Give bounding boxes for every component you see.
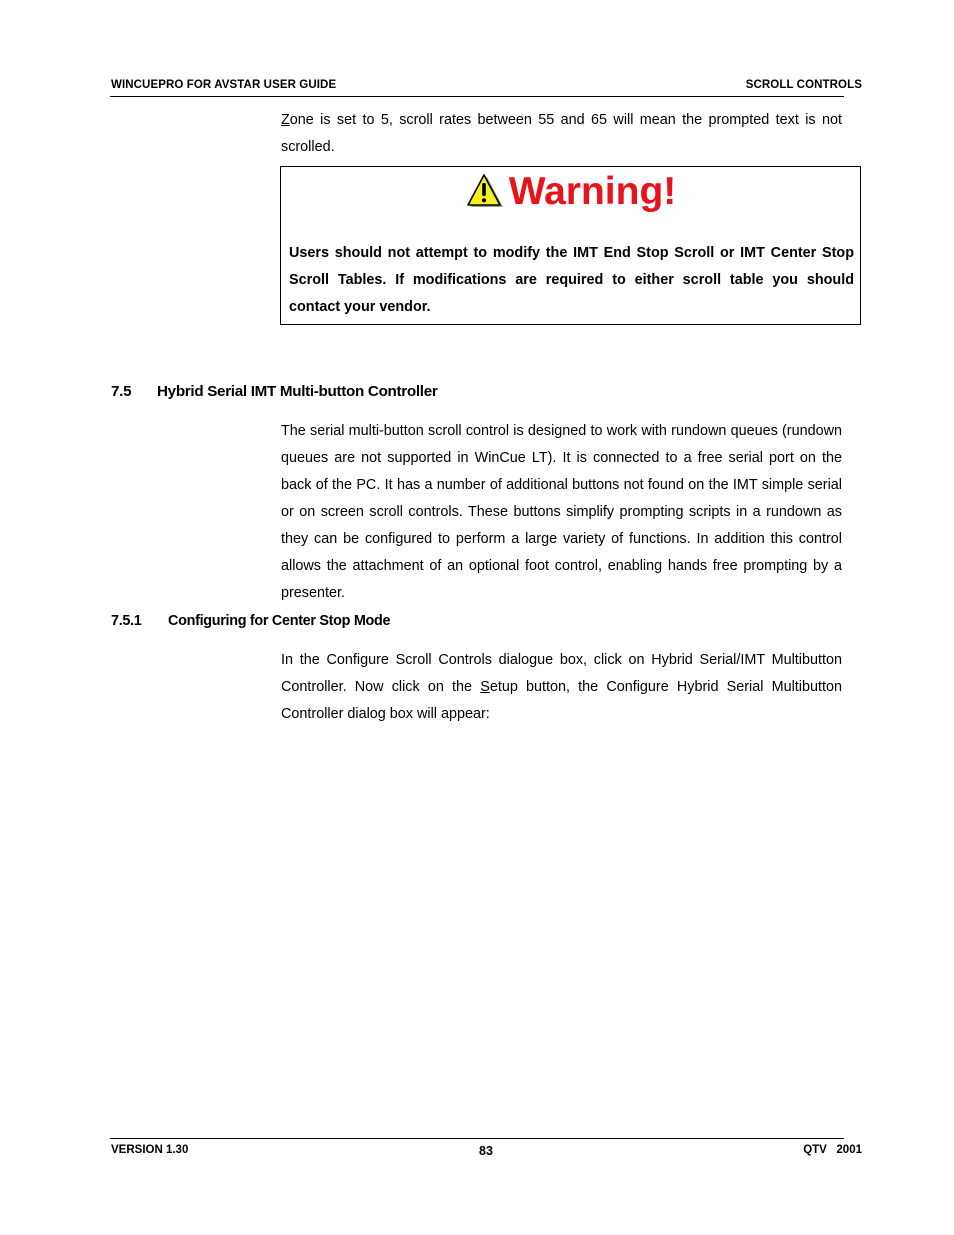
warning-triangle-icon bbox=[465, 174, 505, 210]
subsection-text-after: etup button, the Configure Hybrid Serial Multibutton Controller dialog box will appear: bbox=[281, 679, 842, 722]
section-heading bbox=[111, 383, 437, 400]
section-paragraph: The serial multi-button scroll control is designed to work with rundown queues (rundown queues are not supported in WinCue LT). It is connected to a free serial port on the back of the PC. It has a number of additional buttons not found on the IMT simple serial or on screen scroll controls. These buttons simplify prompting scripts in a rundown as they can be configured to perform a large variety of functions. In addition this control allows the attachment of an optional foot control, enabling hands free prompting by a presenter. bbox=[281, 423, 842, 601]
footer-copyright: QTV 2001 bbox=[803, 1144, 862, 1156]
warning-title: Warning! bbox=[508, 170, 677, 213]
intro-underlined-letter: Z bbox=[281, 112, 290, 128]
subsection-text-before: In the Configure Scroll Controls dialogue box, click on Hybrid Serial/IMT Multibutton Controller. Now click on the bbox=[281, 652, 842, 695]
header-rule bbox=[110, 96, 844, 97]
subsection-number: 7.5.1 bbox=[111, 613, 142, 629]
page-number: 83 bbox=[479, 1144, 493, 1158]
footer-rule bbox=[110, 1138, 844, 1139]
section-number: 7.5 bbox=[111, 383, 132, 400]
warning-text: Users should not attempt to modify the IMT End Stop Scroll or IMT Center Stop Scroll Tables. If modifications are required to either scroll table you should contact your vendor. bbox=[289, 245, 854, 315]
header-section: SCROLL CONTROLS bbox=[745, 79, 862, 91]
intro-paragraph bbox=[281, 107, 842, 161]
subsection-heading bbox=[111, 613, 390, 629]
header-title: WINCUEPRO FOR AVSTAR USER GUIDE bbox=[111, 79, 337, 91]
subsection-paragraph bbox=[281, 647, 842, 728]
warning-heading bbox=[280, 170, 861, 224]
intro-text: one is set to 5, scroll rates between 55 and 65 will mean the prompted text is not scrolled. bbox=[281, 112, 842, 155]
subsection-underlined-letter: S bbox=[480, 679, 490, 695]
section-title: Hybrid Serial IMT Multi-button Controller bbox=[157, 383, 438, 400]
subsection-title: Configuring for Center Stop Mode bbox=[168, 613, 391, 629]
page-footer bbox=[110, 1144, 862, 1160]
footer-version: VERSION 1.30 bbox=[111, 1144, 189, 1156]
page-header bbox=[110, 79, 862, 95]
